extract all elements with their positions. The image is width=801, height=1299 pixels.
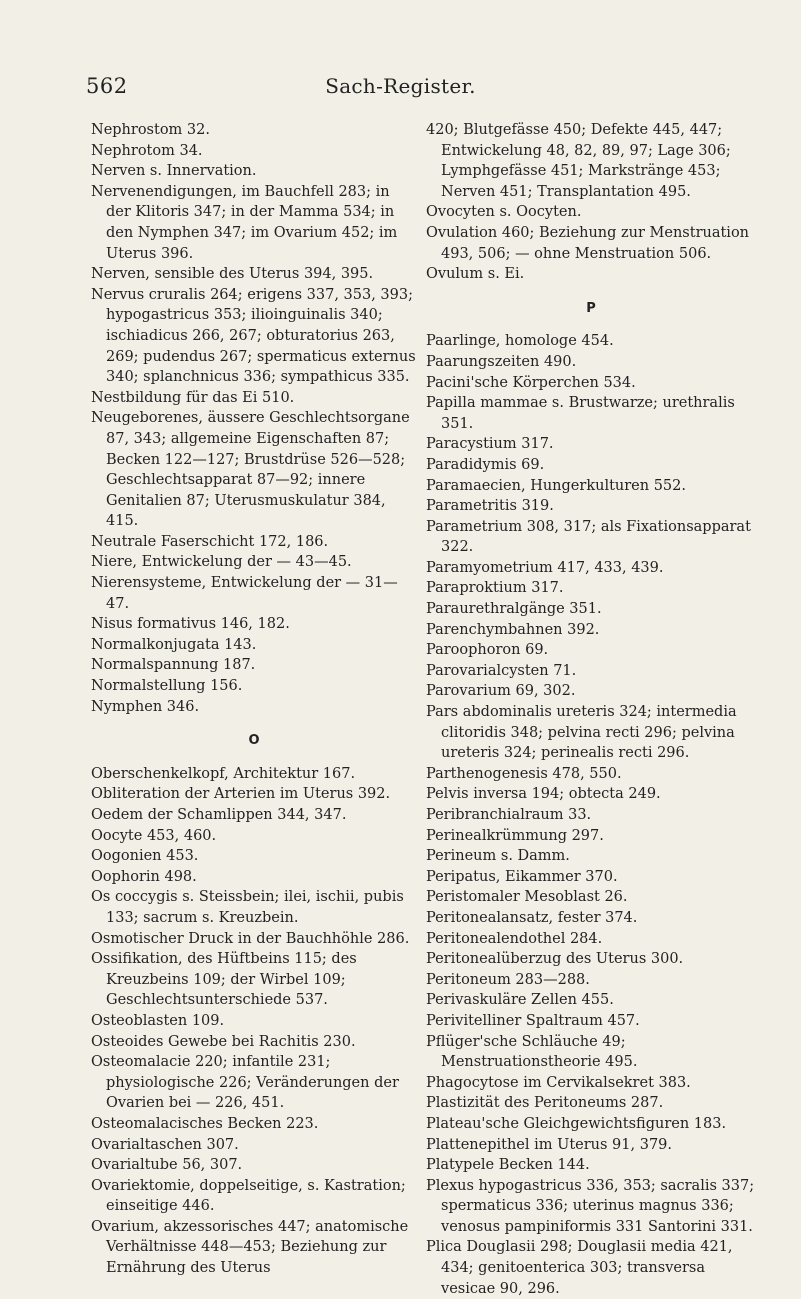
- index-entry: Plateau'sche Gleichgewichtsfiguren 183.: [426, 1115, 727, 1132]
- index-entry: Peritonealansatz, fester 374.: [426, 909, 638, 926]
- index-entry: Osmotischer Druck in der Bauchhöhle 286.: [91, 930, 410, 947]
- index-entry: Nisus formativus 146, 182.: [91, 616, 290, 633]
- index-entry: Peritoneum 283—288.: [426, 971, 590, 988]
- index-entry: Parenchymbahnen 392.: [426, 621, 600, 638]
- index-entry: Ossifikation, des Hüftbeins 115; des Kreuzbeins 109; der Wirbel 109; Geschlechtsunterschiede 537.: [91, 951, 357, 1009]
- index-entry: Paracystium 317.: [426, 436, 554, 453]
- index-entry: Plattenepithel im Uterus 91, 379.: [426, 1136, 673, 1153]
- index-entry: Phagocytose im Cervikalsekret 383.: [426, 1074, 691, 1091]
- left-column: [91, 120, 417, 1279]
- index-entry: Paramaecien, Hungerkulturen 552.: [426, 477, 686, 494]
- index-entry: Paradidymis 69.: [426, 456, 545, 473]
- index-entry: Osteoides Gewebe bei Rachitis 230.: [91, 1033, 356, 1050]
- index-entry: Os coccygis s. Steissbein; ilei, ischii, pubis 133; sacrum s. Kreuzbein.: [91, 889, 404, 926]
- index-entry: Ovocyten s. Oocyten.: [426, 204, 582, 221]
- index-entry: Oophorin 498.: [91, 868, 197, 885]
- index-entry: Paramyometrium 417, 433, 439.: [426, 559, 664, 576]
- index-entry: Nestbildung für das Ei 510.: [91, 389, 295, 406]
- index-entry: Neutrale Faserschicht 172, 186.: [91, 533, 329, 550]
- index-entry: Peritonealendothel 284.: [426, 930, 603, 947]
- entries-o-continued: [426, 120, 756, 285]
- right-column: [426, 120, 756, 1299]
- index-entry: Peribranchialraum 33.: [426, 807, 592, 823]
- index-entry: Ovarialtube 56, 307.: [91, 1157, 243, 1174]
- index-entry: Perivaskuläre Zellen 455.: [426, 992, 614, 1009]
- index-entry: Normalstellung 156.: [91, 678, 243, 695]
- index-entry: Perinealkrümmung 297.: [426, 827, 604, 844]
- index-entry: Ovulum s. Ei.: [426, 266, 525, 283]
- index-entry: Pelvis inversa 194; obtecta 249.: [426, 786, 661, 803]
- index-entry: Plica Douglasii 298; Douglasii media 421, 434; genitoenterica 303; transversa vesicae 90, 296.: [426, 1239, 733, 1297]
- index-entry: Niere, Entwickelung der — 43—45.: [91, 554, 352, 571]
- index-entry: Peristomaler Mesoblast 26.: [426, 889, 628, 906]
- index-entry: Parthenogenesis 478, 550.: [426, 765, 622, 782]
- index-entry: Paraproktium 317.: [426, 580, 564, 597]
- index-entry: Plastizität des Peritoneums 287.: [426, 1095, 664, 1112]
- section-letter-p: P: [586, 300, 596, 316]
- index-entry: Oocyte 453, 460.: [91, 827, 217, 844]
- index-entry: Pacini'sche Körperchen 534.: [426, 374, 636, 391]
- index-entry: Papilla mammae s. Brustwarze; urethralis 351.: [426, 395, 735, 432]
- index-entry: Osteoblasten 109.: [91, 1012, 225, 1029]
- index-entry: Oberschenkelkopf, Architektur 167.: [91, 765, 356, 782]
- index-entry: Oedem der Schamlippen 344, 347.: [91, 807, 347, 823]
- index-entry: Obliteration der Arterien im Uterus 392.: [91, 786, 391, 803]
- index-entry: Osteomalacie 220; infantile 231; physiologische 226; Veränderungen der Ovarien bei — 226, 451.: [91, 1054, 399, 1112]
- index-entry: Neugeborenes, äussere Geschlechtsorgane 87, 343; allgemeine Eigenschaften 87; Becken 122—127; Brustdrüse 526—528; Geschlechtsapparat 87—92; innere Genitalien 87; Uterusmuskulatur 384, 415.: [91, 410, 410, 530]
- index-entry: Parametritis 319.: [426, 498, 554, 515]
- index-entry: Ovarium, akzessorisches 447; anatomische Verhältnisse 448—453; Beziehung zur Ernährung des Uterus: [91, 1218, 409, 1277]
- index-entry: Ovarialtaschen 307.: [91, 1136, 239, 1153]
- index-entry: Paroophoron 69.: [426, 642, 549, 659]
- index-entry: Osteomalacisches Becken 223.: [91, 1115, 319, 1132]
- index-entry: Perivitelliner Spaltraum 457.: [426, 1012, 640, 1029]
- index-entry: Perineum s. Damm.: [426, 848, 570, 865]
- index-entry: Plexus hypogastricus 336, 353; sacralis 337; spermaticus 336; uterinus magnus 336; venosus pampiniformis 331 Santorini 331.: [426, 1177, 755, 1235]
- index-entry: Ovariektomie, doppelseitige, s. Kastration; einseitige 446.: [91, 1177, 406, 1215]
- index-entry: Pflüger'sche Schläuche 49; Menstruationstheorie 495.: [426, 1033, 638, 1071]
- index-entry: 420; Blutgefässe 450; Defekte 445, 447; Entwickelung 48, 82, 89, 97; Lage 306; Lymphgefässe 451; Markstränge 453; Nerven 451; Transplantation 495.: [426, 122, 731, 200]
- index-entry: Peritonealüberzug des Uterus 300.: [426, 951, 684, 968]
- running-title: Sach-Register.: [325, 74, 476, 98]
- index-entry: Nervus cruralis 264; erigens 337, 353, 393; hypogastricus 353; ilioinguinalis 340; ischiadicus 266, 267; obturatorius 263, 269; pudendus 267; spermaticus externus 340; splanchnicus 336; sympathicus 335.: [91, 286, 416, 386]
- index-entry: Parovarium 69, 302.: [426, 683, 576, 700]
- index-entry: Peripatus, Eikammer 370.: [426, 868, 618, 885]
- index-entry: Parovarialcysten 71.: [426, 662, 577, 679]
- index-entry: Nervenendigungen, im Bauchfell 283; in der Klitoris 347; in der Mamma 534; in den Nymphen 347; im Ovarium 452; im Uterus 396.: [91, 183, 398, 262]
- index-entry: Ovulation 460; Beziehung zur Menstruation 493, 506; — ohne Menstruation 506.: [426, 224, 750, 262]
- index-entry: Paraurethralgänge 351.: [426, 601, 602, 618]
- index-entry: Nephrotom 34.: [91, 142, 203, 159]
- index-entry: Oogonien 453.: [91, 848, 199, 865]
- index-entry: Pars abdominalis ureteris 324; intermedia clitoridis 348; pelvina recti 296; pelvina ureteris 324; perinealis recti 296.: [426, 704, 737, 762]
- page-number: 562: [86, 74, 128, 98]
- entries-p: [426, 331, 756, 1299]
- index-entry: Nymphen 346.: [91, 698, 200, 715]
- section-letter-o: O: [248, 733, 260, 749]
- index-entry: Nerven s. Innervation.: [91, 163, 257, 180]
- index-entry: Nephrostom 32.: [91, 122, 210, 138]
- entries-o: [91, 764, 417, 1279]
- index-entry: Normalkonjugata 143.: [91, 636, 257, 653]
- index-entry: Platypele Becken 144.: [426, 1157, 590, 1174]
- index-entry: Paarlinge, homologe 454.: [426, 333, 614, 350]
- index-entry: Paarungszeiten 490.: [426, 353, 577, 370]
- index-entry: Nerven, sensible des Uterus 394, 395.: [91, 266, 374, 283]
- index-entry: Nierensysteme, Entwickelung der — 31—47.: [91, 575, 398, 612]
- entries-n: [91, 120, 417, 717]
- index-entry: Parametrium 308, 317; als Fixationsapparat 322.: [426, 518, 751, 556]
- page-header: [0, 74, 801, 104]
- index-entry: Normalspannung 187.: [91, 657, 256, 674]
